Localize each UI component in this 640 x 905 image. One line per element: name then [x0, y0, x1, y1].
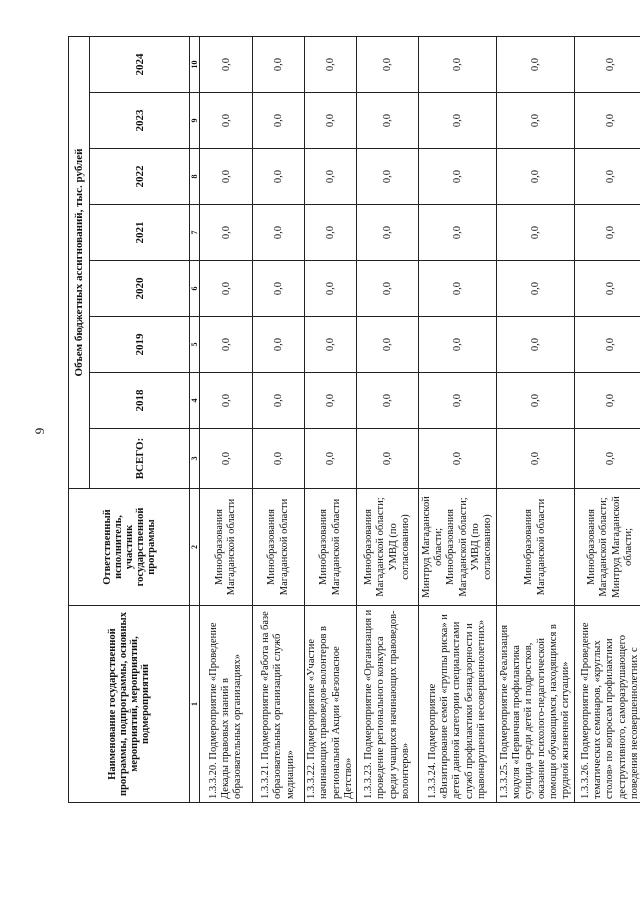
row-name: 1.3.3.23. Подмероприятие «Организация и проведение регионального конкурса среди учащихся начинающих правоведов-волонтеров» — [357, 606, 419, 803]
row-name: 1.3.3.22. Подмероприятие «Участие начинающих правоведов-волонтеров в региональной Акции «Безопасное Детство» — [305, 606, 357, 803]
column-index: 3 — [190, 429, 200, 489]
row-value: 0,0 — [419, 261, 497, 317]
row-value: 0,0 — [419, 205, 497, 261]
row-value: 0,0 — [253, 149, 305, 205]
row-value: 0,0 — [357, 261, 419, 317]
header-year-2020: 2020 — [90, 261, 190, 317]
row-value: 0,0 — [253, 261, 305, 317]
header-budget-group: Объем бюджетных ассигнований, тыс. рублей — [69, 36, 90, 488]
table-row — [305, 36, 357, 802]
row-value: 0,0 — [575, 205, 640, 261]
row-value: 0,0 — [305, 205, 357, 261]
row-value: 0,0 — [497, 261, 575, 317]
row-value: 0,0 — [305, 317, 357, 373]
budget-table — [68, 36, 640, 803]
header-responsible: Ответственный исполнитель, участник государственной программы — [69, 489, 190, 606]
row-value: 0,0 — [253, 317, 305, 373]
column-index: 8 — [190, 149, 200, 205]
column-index-row — [190, 36, 200, 802]
header-year-2023: 2023 — [90, 93, 190, 149]
row-name: 1.3.3.25. Подмероприятие «Реализация модуля «Первичная профилактика суицида среди детей и подростков, оказание психолого-педагогической помощи обучающимся, находящимся в трудной жизненной ситуации» — [497, 606, 575, 803]
row-responsible: Минтруд Магаданской области; Минобразования Магаданской области; УМВД (по согласованию) — [419, 489, 497, 606]
row-name: 1.3.3.26. Подмероприятие «Проведение тематических семинаров, «круглых столов» по вопросам профилактики деструктивного, саморазрушающего поведения несовершеннолетних с — [575, 606, 640, 803]
row-value: 0,0 — [357, 36, 419, 92]
row-value: 0,0 — [253, 205, 305, 261]
row-value: 0,0 — [575, 261, 640, 317]
row-value: 0,0 — [419, 373, 497, 429]
table-row — [419, 36, 497, 802]
row-value: 0,0 — [575, 317, 640, 373]
column-index: 9 — [190, 93, 200, 149]
column-index: 6 — [190, 261, 200, 317]
row-value: 0,0 — [305, 93, 357, 149]
row-value: 0,0 — [200, 205, 253, 261]
row-value: 0,0 — [305, 36, 357, 92]
row-value: 0,0 — [419, 36, 497, 92]
header-total: ВСЕГО: — [90, 429, 190, 489]
header-year-2018: 2018 — [90, 373, 190, 429]
budget-table-wrapper — [68, 37, 640, 799]
table-row — [575, 36, 640, 802]
page-number: 9 — [32, 427, 47, 435]
row-value: 0,0 — [357, 429, 419, 489]
row-value: 0,0 — [357, 93, 419, 149]
row-value: 0,0 — [200, 36, 253, 92]
row-value: 0,0 — [419, 93, 497, 149]
row-responsible: Минобразования Магаданской области; УМВД (по согласованию) — [357, 489, 419, 606]
row-value: 0,0 — [357, 373, 419, 429]
row-value: 0,0 — [575, 373, 640, 429]
row-value: 0,0 — [200, 261, 253, 317]
row-value: 0,0 — [419, 429, 497, 489]
row-value: 0,0 — [305, 149, 357, 205]
column-index: 4 — [190, 373, 200, 429]
row-value: 0,0 — [253, 36, 305, 92]
row-value: 0,0 — [357, 205, 419, 261]
row-name: 1.3.3.21. Подмероприятие «Работа на базе образовательных организаций служб медиации» — [253, 606, 305, 803]
column-index: 5 — [190, 317, 200, 373]
row-value: 0,0 — [305, 373, 357, 429]
row-responsible: Минобразования Магаданской области — [253, 489, 305, 606]
column-index: 10 — [190, 36, 200, 92]
row-value: 0,0 — [497, 149, 575, 205]
row-value: 0,0 — [253, 429, 305, 489]
row-value: 0,0 — [419, 149, 497, 205]
row-value: 0,0 — [497, 373, 575, 429]
row-value: 0,0 — [575, 36, 640, 92]
row-value: 0,0 — [497, 205, 575, 261]
row-value: 0,0 — [497, 429, 575, 489]
table-row — [357, 36, 419, 802]
row-value: 0,0 — [305, 261, 357, 317]
row-value: 0,0 — [253, 373, 305, 429]
header-name: Наименование государственной программы, подпрограммы, основных мероприятий, мероприятий, подмероприятий — [69, 606, 190, 803]
row-value: 0,0 — [497, 36, 575, 92]
row-value: 0,0 — [357, 149, 419, 205]
row-value: 0,0 — [575, 429, 640, 489]
row-responsible: Минобразования Магаданской области — [497, 489, 575, 606]
row-value: 0,0 — [419, 317, 497, 373]
row-value: 0,0 — [200, 373, 253, 429]
row-value: 0,0 — [200, 93, 253, 149]
header-row-1 — [69, 36, 90, 802]
row-name: 1.3.3.20. Подмероприятие «Проведение Декады правовых знаний в образовательных организациях» — [200, 606, 253, 803]
row-value: 0,0 — [497, 93, 575, 149]
table-row — [497, 36, 575, 802]
header-year-2022: 2022 — [90, 149, 190, 205]
row-value: 0,0 — [200, 429, 253, 489]
row-value: 0,0 — [575, 149, 640, 205]
row-responsible: Минобразования Магаданской области — [200, 489, 253, 606]
header-year-2019: 2019 — [90, 317, 190, 373]
row-value: 0,0 — [200, 149, 253, 205]
column-index: 2 — [190, 489, 200, 606]
row-responsible: Минобразования Магаданской области — [305, 489, 357, 606]
table-row — [200, 36, 253, 802]
row-value: 0,0 — [497, 317, 575, 373]
row-value: 0,0 — [253, 93, 305, 149]
row-responsible: Минобразования Магаданской области; Минтруд Магаданской области; — [575, 489, 640, 606]
column-index: 7 — [190, 205, 200, 261]
row-value: 0,0 — [575, 93, 640, 149]
header-year-2021: 2021 — [90, 205, 190, 261]
header-year-2024: 2024 — [90, 36, 190, 92]
row-value: 0,0 — [357, 317, 419, 373]
row-name: 1.3.3.24. Подмероприятие «Визитирование семей «группы риска» и детей данной категории специалистами служб профилактики безнадзорности и правонарушений несовершеннолетних» — [419, 606, 497, 803]
row-value: 0,0 — [305, 429, 357, 489]
column-index: 1 — [190, 606, 200, 803]
row-value: 0,0 — [200, 317, 253, 373]
table-row — [253, 36, 305, 802]
